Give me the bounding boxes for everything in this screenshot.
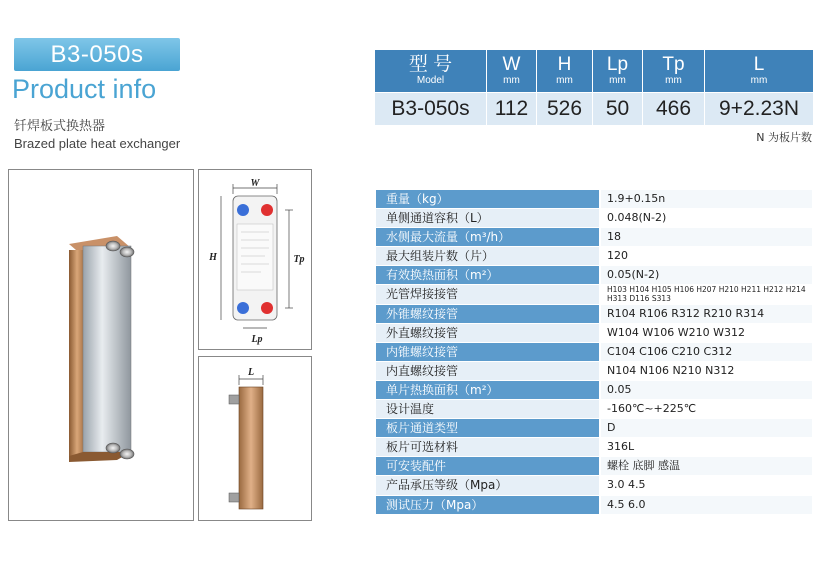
table-row: 光管焊接接管 H103 H104 H105 H106 H207 H210 H211 H212 H214 H313 D116 S313	[376, 285, 812, 304]
spec-col-h: H mm	[537, 50, 593, 92]
side-view-photo	[198, 356, 312, 521]
port-blue-top-icon	[237, 204, 249, 216]
spec-col-w: W mm	[487, 50, 537, 92]
front-dimension-diagram	[198, 169, 312, 350]
table-row: 内锥螺纹接管 C104 C106 C210 C312	[376, 343, 812, 362]
subtitle-cn: 钎焊板式换热器	[14, 119, 106, 134]
parameter-table	[376, 190, 812, 515]
table-row: 设计温度 -160℃~+225℃	[376, 400, 812, 419]
spec-col-tp: Tp mm	[643, 50, 705, 92]
table-row: 水侧最大流量（m³/h） 18	[376, 228, 812, 247]
table-row: 外直螺纹接管 W104 W106 W210 W312	[376, 324, 812, 343]
spec-val-lp: 50	[593, 93, 643, 125]
spec-note: N 为板片数	[756, 131, 812, 144]
spec-val-w: 112	[487, 93, 537, 125]
table-row: 最大组装片数（片） 120	[376, 247, 812, 266]
port-red-top-icon	[261, 204, 273, 216]
spec-col-l: L mm	[705, 50, 813, 92]
dim-label-lp: Lp	[251, 334, 263, 345]
table-row: 外锥螺纹接管 R104 R106 R312 R210 R314	[376, 305, 812, 324]
spec-header-table	[375, 50, 813, 125]
table-row: 产品承压等级（Mpa） 3.0 4.5	[376, 476, 812, 495]
spec-val-h: 526	[537, 93, 593, 125]
spec-val-model: B3-050s	[375, 93, 487, 125]
dim-label-tp: Tp	[293, 254, 305, 265]
port-blue-bottom-icon	[237, 302, 249, 314]
spec-val-l: 9+2.23N	[705, 93, 813, 125]
table-row: 可安装配件 螺栓 底脚 感温	[376, 457, 812, 476]
table-row: 有效换热面积（m²） 0.05(N-2)	[376, 266, 812, 285]
table-row: 单片热换面积（m²） 0.05	[376, 381, 812, 400]
table-row: 板片可选材料 316L	[376, 438, 812, 457]
spec-col-model: 型 号 Model	[375, 50, 487, 92]
dim-label-h: H	[209, 252, 217, 263]
heat-exchanger-photo	[9, 170, 195, 522]
spec-val-tp: 466	[643, 93, 705, 125]
spec-col-lp: Lp mm	[593, 50, 643, 92]
dim-label-l: L	[247, 367, 255, 378]
model-badge: B3-050s	[14, 38, 180, 71]
table-row: 重量（kg） 1.9+0.15n	[376, 190, 812, 209]
table-row: 测试压力（Mpa） 4.5 6.0	[376, 496, 812, 515]
subtitle-en: Brazed plate heat exchanger	[14, 136, 181, 151]
port-red-bottom-icon	[261, 302, 273, 314]
table-row: 内直螺纹接管 N104 N106 N210 N312	[376, 362, 812, 381]
table-row: 单侧通道容积（L） 0.048(N-2)	[376, 209, 812, 228]
table-row: 板片通道类型 D	[376, 419, 812, 438]
product-info-heading: Product info	[12, 74, 157, 104]
dim-label-w: W	[250, 178, 260, 189]
product-photo	[8, 169, 194, 521]
